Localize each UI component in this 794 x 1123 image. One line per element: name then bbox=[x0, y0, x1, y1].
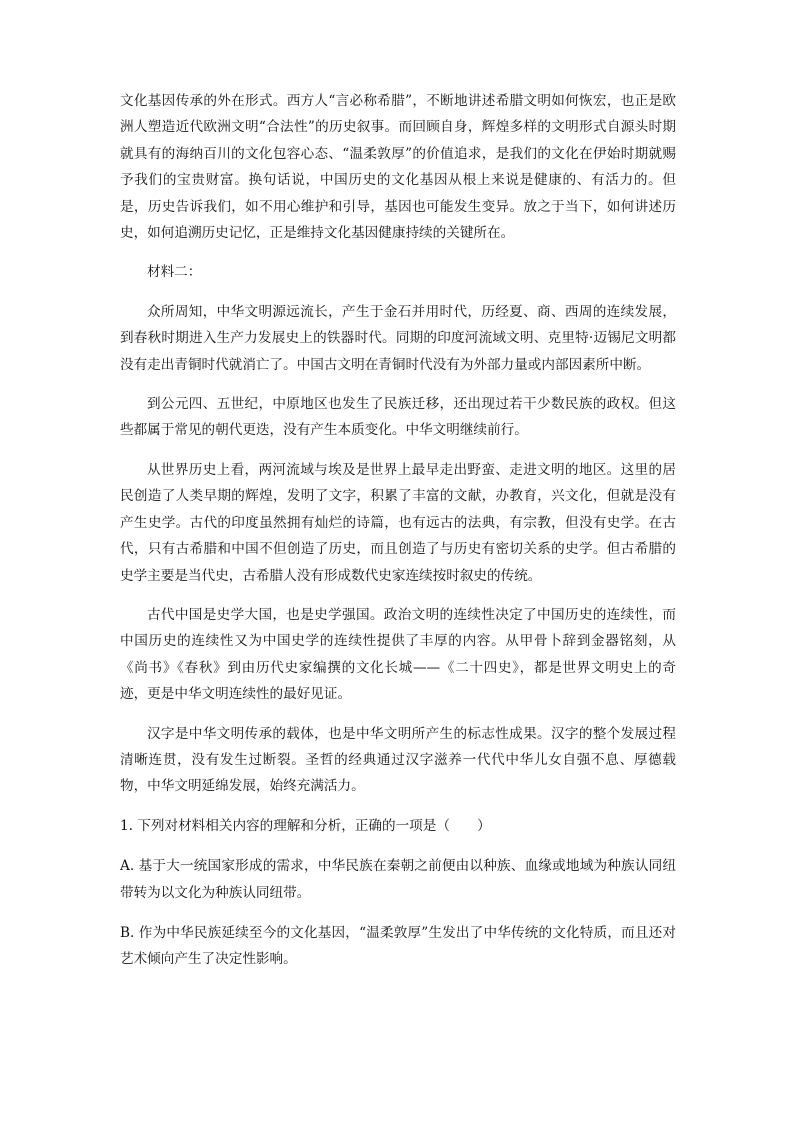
paragraph-cultural-gene: 文化基因传承的外在形式。西方人“言必称希腊”，不断地讲述希腊文明如何恢宏，也正是欧洲人塑造近代欧洲文明“合法性”的历史叙事。而回顾自身，辉煌多样的文明形式自源头时期就具有的海纳百川的文化包容心态、“温柔敦厚”的价值追求，是我们的文化在伊始时期就赐予我们的宝贵财富。换句话说，中国历史的文化基因从根上来说是健康的、有活力的。但是，历史告诉我们，如不用心维护和引导，基因也可能发生变异。放之于当下，如何讲述历史，如何追溯历史记忆，正是维持文化基因健康持续的关键所在。 bbox=[120, 93, 676, 242]
paragraph-migration: 到公元四、五世纪，中原地区也发生了民族迁移，还出现过若干少数民族的政权。但这些都属于常见的朝代更迭，没有产生本质变化。中华文明继续前行。 bbox=[120, 396, 676, 439]
paragraph-historiography: 古代中国是史学大国，也是史学强国。政治文明的连续性决定了中国历史的连续性，而中国历史的连续性又为中国史学的连续性提供了丰厚的内容。从甲骨卜辞到金器铭刻，从《尚书》《春秋》到由历代史家编撰的文化长城——《二十四史》，都是世界文明史上的奇迹，更是中华文明连续性的最好见证。 bbox=[120, 606, 676, 703]
paragraph-chinese-characters: 汉字是中华文明传承的载体，也是中华文明所产生的标志性成果。汉字的整个发展过程清晰连贯，没有发生过断裂。圣哲的经典通过汉字滋养一代代中华儿女自强不息、厚德载物，中华文明延绵发展，始终充满活力。 bbox=[120, 725, 676, 795]
material-two-heading: 材料二： bbox=[147, 264, 202, 281]
document-page bbox=[120, 88, 676, 987]
question-option-a: A. 基于大一统国家形成的需求，中华民族在秦朝之前便由以种族、血缘或地域为种族认同纽带转为以文化为种族认同纽带。 bbox=[120, 858, 676, 901]
paragraph-bronze-age: 众所周知，中华文明源远流长，产生于金石并用时代，历经夏、商、西周的连续发展，到春秋时期进入生产力发展史上的铁器时代。同期的印度河流域文明、克里特·迈锡尼文明都没有走出青铜时代就消亡了。中国古文明在青铜时代没有为外部力量或内部因素所中断。 bbox=[120, 303, 676, 373]
question-option-b: B. 作为中华民族延续至今的文化基因，“温柔敦厚”生发出了中华传统的文化特质，而且还对艺术倾向产生了决定性影响。 bbox=[120, 924, 676, 968]
question-stem: 1. 下列对材料相关内容的理解和分析，正确的一项是（ ） bbox=[120, 817, 491, 834]
paragraph-world-history: 从世界历史上看，两河流域与埃及是世界上最早走出野蛮、走进文明的地区。这里的居民创造了人类早期的辉煌，发明了文字，积累了丰富的文献，办教育，兴文化，但就是没有产生史学。古代的印度虽然拥有灿烂的诗篇，也有远古的法典，有宗教，但没有史学。在古代，只有古希腊和中国不但创造了历史，而且创造了与历史有密切关系的史学。但古希腊的史学主要是当代史，古希腊人没有形成数代史家连续按时叙史的传统。 bbox=[120, 461, 676, 584]
